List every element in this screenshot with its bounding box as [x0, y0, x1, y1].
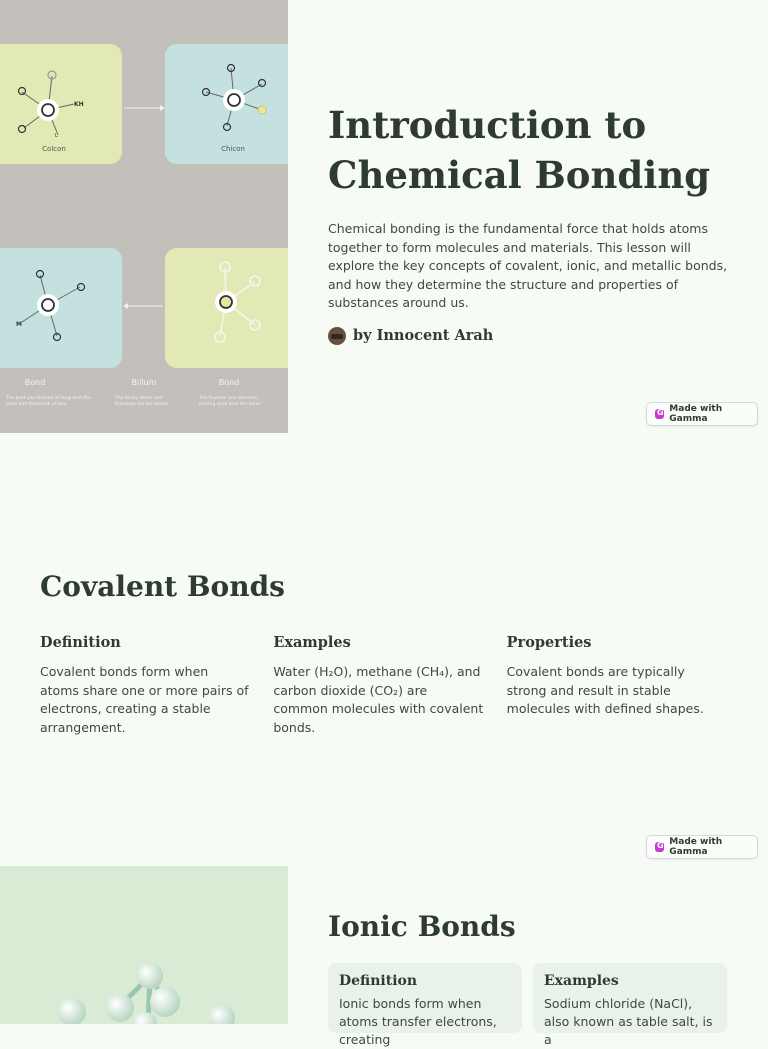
caption: The best you classes of mugl tent the anen and theveroth pf fure.: [6, 396, 91, 407]
author-line: [328, 327, 738, 345]
title-slide: [0, 0, 768, 433]
caption: The fectry chens and themings chi the bonds: [115, 396, 168, 407]
lead-paragraph: Chemical bonding is the fundamental force that holds atoms together to form molecules and materials. This lesson will explore the key concepts of covalent, ionic, and metallic bonds, and how they determine the structure and properties of substances around us.: [328, 221, 728, 310]
molecule-illustration: [0, 0, 288, 433]
covalent-title: Covalent Bonds: [40, 570, 285, 603]
column-text: Water (H₂O), methane (CH₄), and carbon dioxide (CO₂) are common molecules with covalent bonds.: [273, 664, 484, 735]
avatar: [328, 327, 346, 345]
atom-label: L: [55, 133, 58, 139]
gamma-logo-icon: [655, 409, 664, 419]
title-content: [328, 100, 738, 345]
molecule-model-image: [0, 866, 288, 1024]
column-text: Covalent bonds are typically strong and result in stable molecules with defined shapes.: [506, 664, 704, 716]
card-text: Sodium chloride (NaCl), also known as table salt, is a: [544, 996, 713, 1047]
bottom-label: Bond: [24, 378, 46, 387]
card-text: Ionic bonds form when atoms transfer electrons, creating: [339, 996, 497, 1047]
column-heading: Properties: [506, 634, 592, 651]
author-name: by Innocent Arah: [353, 327, 494, 344]
column-definition: [40, 634, 273, 737]
made-with-gamma-button[interactable]: [646, 835, 758, 859]
caption: The fructeer you drevelon thering syne kme the bond: [199, 396, 261, 407]
column-text: Covalent bonds form when atoms share one or more pairs of electrons, creating a stable arrangement.: [40, 664, 249, 735]
badge-label: Made with Gamma: [669, 837, 723, 857]
panel-label: Colcon: [42, 145, 66, 153]
bottom-label: Billum: [131, 378, 157, 387]
page-title: Introduction to Chemical Bonding: [328, 103, 711, 197]
ionic-illustration: [0, 866, 288, 1024]
panel-label: Chicon: [221, 145, 245, 153]
covalent-columns: [40, 634, 740, 737]
card-examples: [533, 963, 727, 1047]
card-heading: Examples: [544, 973, 619, 989]
column-heading: Definition: [40, 634, 121, 651]
panel-bottom-left: [0, 248, 122, 368]
column-properties: [507, 634, 740, 737]
card-heading: Definition: [339, 973, 418, 989]
column-heading: Examples: [273, 634, 351, 651]
atom-label: M: [16, 321, 22, 328]
made-with-gamma-button[interactable]: [646, 402, 758, 426]
atom-label: KH: [74, 101, 84, 108]
badge-label: Made with Gamma: [669, 404, 723, 424]
card-definition: [328, 963, 522, 1047]
molecule-diagram: [0, 0, 288, 433]
column-examples: [273, 634, 506, 737]
bottom-label: Bond: [218, 378, 240, 387]
ionic-title: Ionic Bonds: [328, 910, 516, 943]
gamma-logo-icon: [655, 842, 664, 852]
